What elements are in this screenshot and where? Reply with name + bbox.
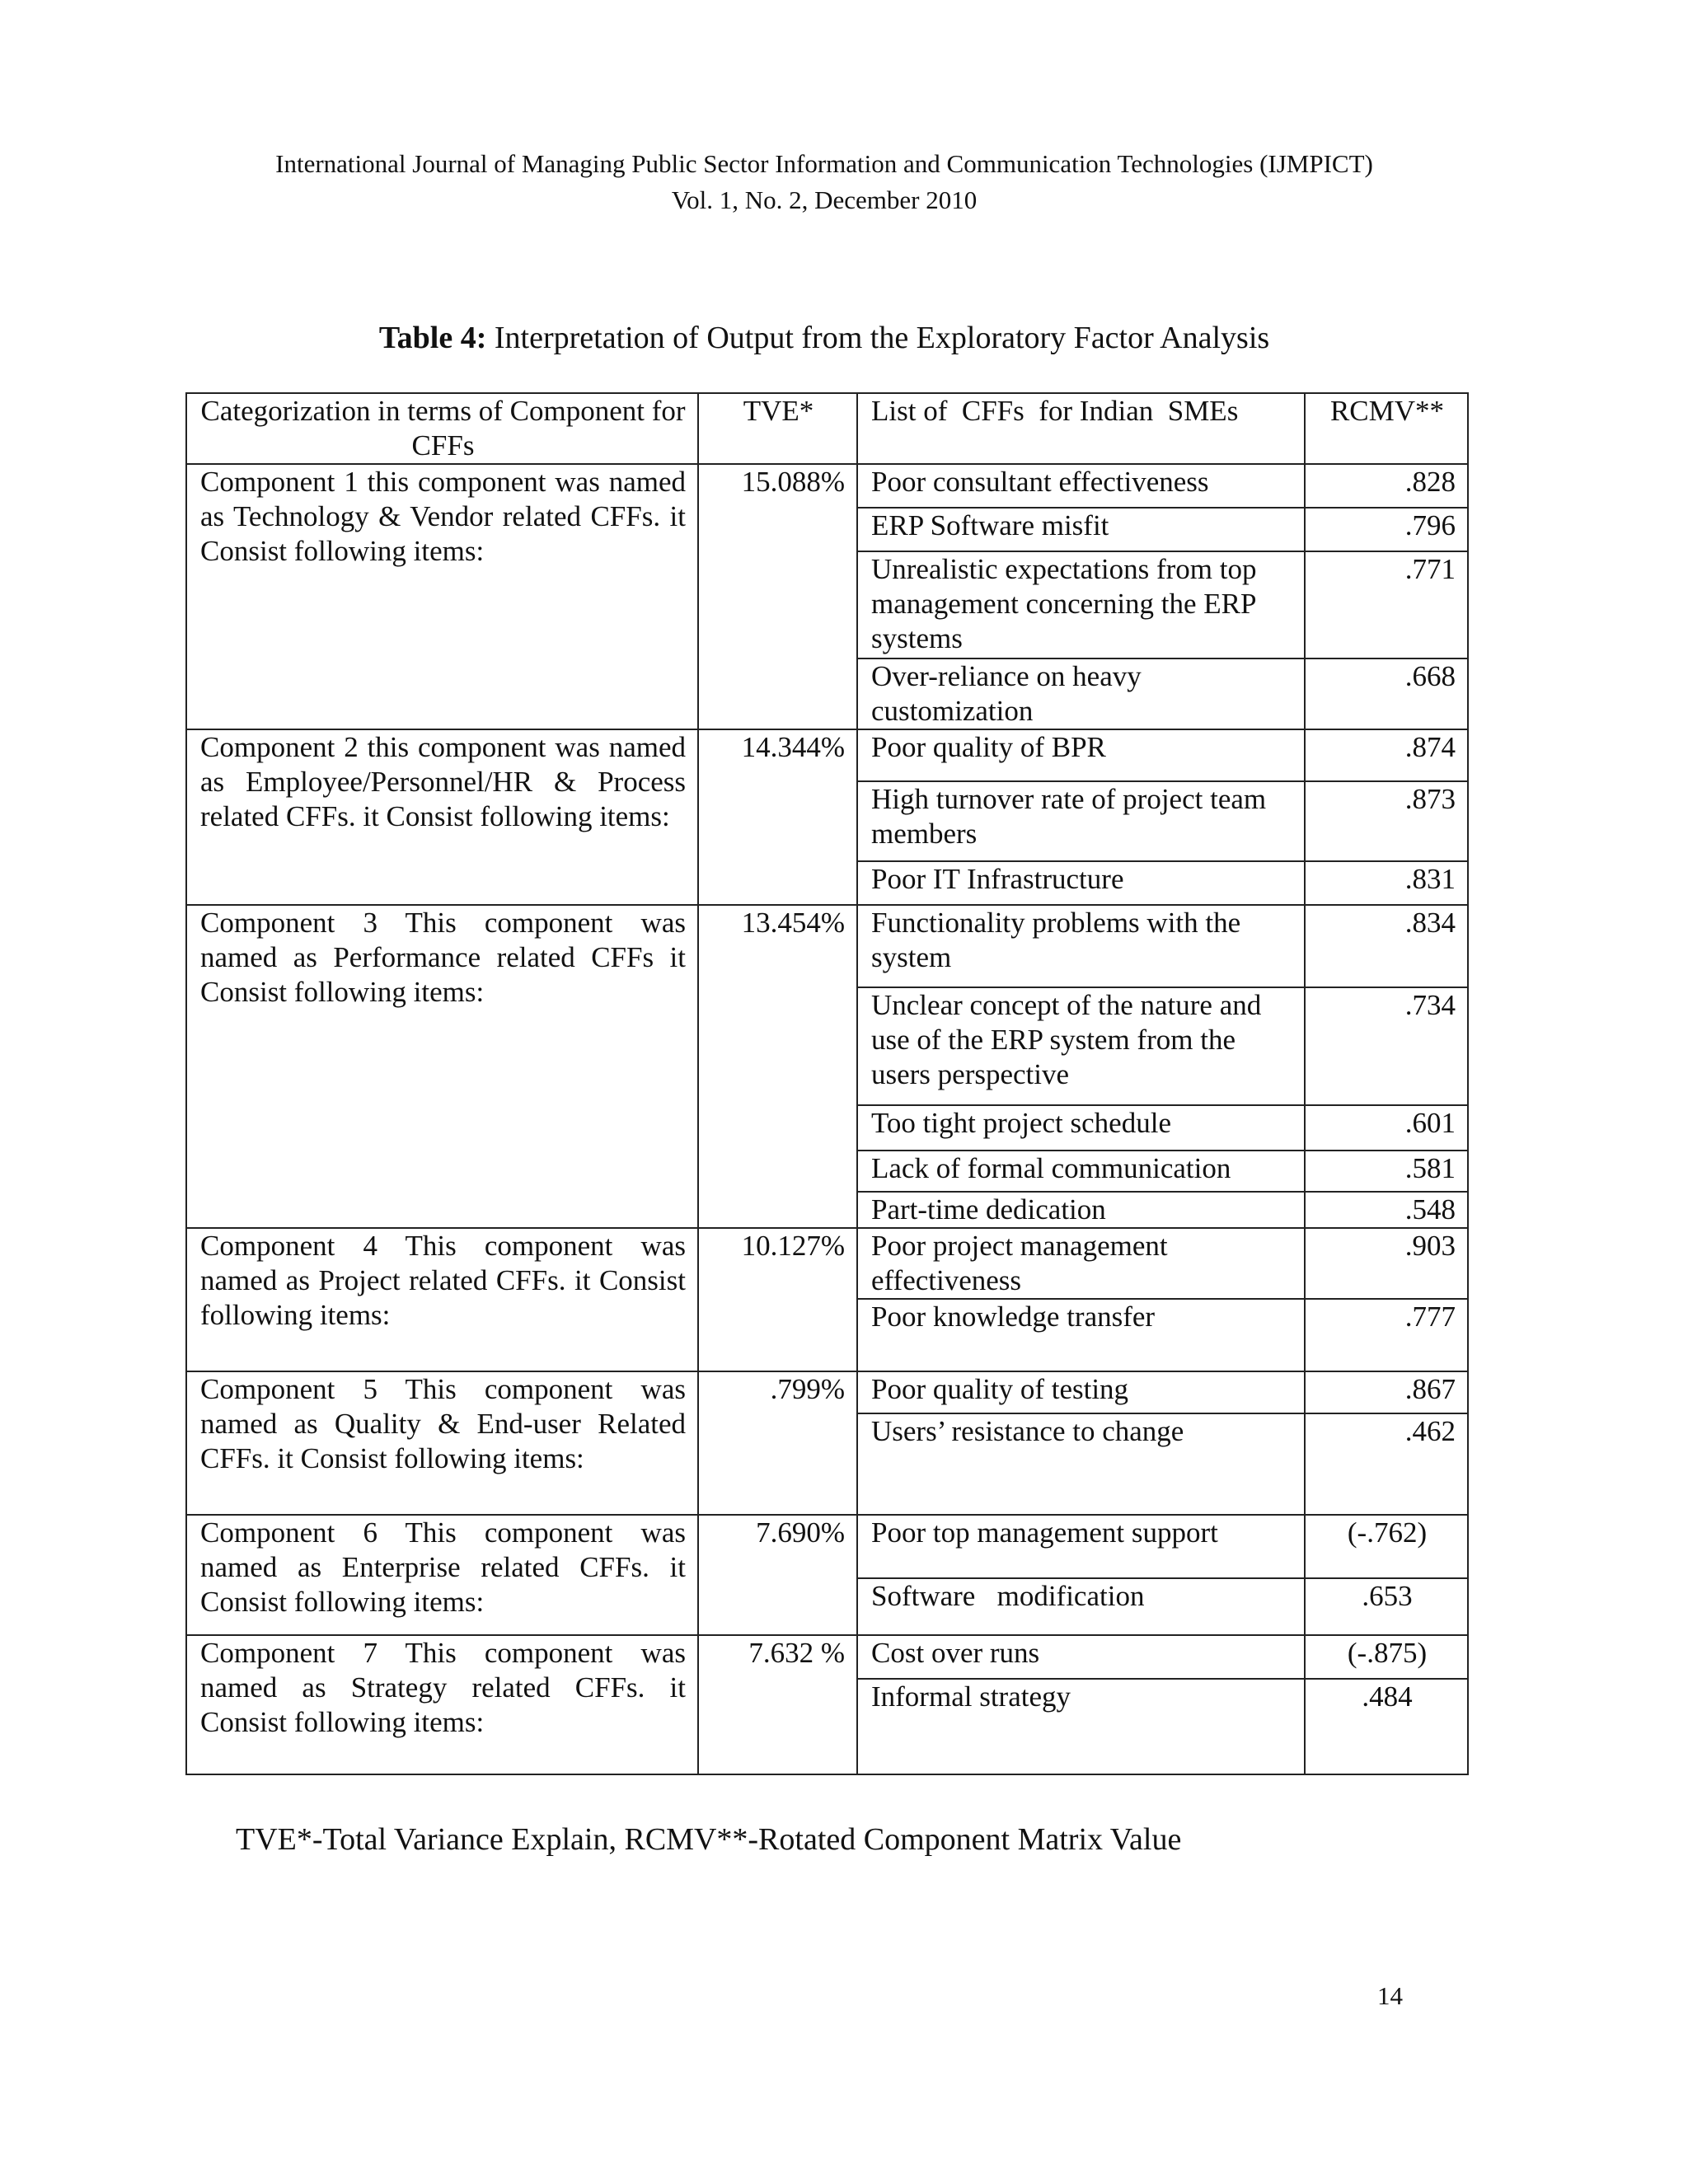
rcmv-value: .777 xyxy=(1305,1299,1468,1371)
component-description: Component 1 this component was named as Technology & Vendor related CFFs. it Consist following items: xyxy=(186,464,698,729)
rcmv-value: .548 xyxy=(1305,1192,1468,1228)
cff-item: Software modification xyxy=(857,1578,1305,1635)
factor-analysis-table xyxy=(185,392,1469,1775)
rcmv-value: .484 xyxy=(1305,1679,1468,1774)
cff-item: Unclear concept of the nature and use of the ERP system from the users perspective xyxy=(857,987,1305,1105)
header-component: Categorization in terms of Component for CFFs xyxy=(186,393,698,464)
cff-item: Poor IT Infrastructure xyxy=(857,861,1305,905)
cff-item: Unrealistic expectations from top management concerning the ERP systems xyxy=(857,551,1305,658)
table-footnote: TVE*-Total Variance Explain, RCMV**-Rotated Component Matrix Value xyxy=(236,1822,1182,1857)
cff-item: Functionality problems with the system xyxy=(857,905,1305,987)
component-tve: 7.632 % xyxy=(698,1635,857,1774)
rcmv-value: .834 xyxy=(1305,905,1468,987)
rcmv-value: (-.762) xyxy=(1305,1515,1468,1578)
rcmv-value: .462 xyxy=(1305,1413,1468,1515)
table-row xyxy=(186,464,1468,508)
cff-item: Poor top management support xyxy=(857,1515,1305,1578)
rcmv-value: .668 xyxy=(1305,658,1468,729)
rcmv-value: .653 xyxy=(1305,1578,1468,1635)
component-tve: .799% xyxy=(698,1371,857,1515)
component-description: Component 6 This component was named as Enterprise related CFFs. it Consist following items: xyxy=(186,1515,698,1635)
table-row xyxy=(186,1515,1468,1578)
rcmv-value: .581 xyxy=(1305,1151,1468,1192)
rcmv-value: .831 xyxy=(1305,861,1468,905)
header-rcmv: RCMV** xyxy=(1305,393,1468,464)
cff-item: Informal strategy xyxy=(857,1679,1305,1774)
rcmv-value: .903 xyxy=(1305,1228,1468,1299)
component-description: Component 4 This component was named as Project related CFFs. it Consist following items: xyxy=(186,1228,698,1371)
cff-item: Over-reliance on heavy customization xyxy=(857,658,1305,729)
rcmv-value: .601 xyxy=(1305,1105,1468,1151)
cff-item: Poor consultant effectiveness xyxy=(857,464,1305,508)
rcmv-value: .874 xyxy=(1305,729,1468,781)
rcmv-value: .873 xyxy=(1305,781,1468,861)
table-header-row xyxy=(186,393,1468,464)
table-row xyxy=(186,1228,1468,1299)
table-title xyxy=(0,320,1648,356)
page-number: 14 xyxy=(1377,1981,1403,2010)
component-description: Component 5 This component was named as Quality & End-user Related CFFs. it Consist following items: xyxy=(186,1371,698,1515)
cff-item: Too tight project schedule xyxy=(857,1105,1305,1151)
component-tve: 7.690% xyxy=(698,1515,857,1635)
table-title-label: Table 4: xyxy=(378,321,487,355)
component-description: Component 3 This component was named as Performance related CFFs it Consist following items: xyxy=(186,905,698,1228)
cff-item: Poor project management effectiveness xyxy=(857,1228,1305,1299)
cff-item: High turnover rate of project team members xyxy=(857,781,1305,861)
table-title-text: Interpretation of Output from the Exploratory Factor Analysis xyxy=(486,321,1270,355)
rcmv-value: .796 xyxy=(1305,508,1468,551)
component-description: Component 7 This component was named as Strategy related CFFs. it Consist following items: xyxy=(186,1635,698,1774)
cff-item: Poor quality of BPR xyxy=(857,729,1305,781)
component-tve: 10.127% xyxy=(698,1228,857,1371)
journal-issue: Vol. 1, No. 2, December 2010 xyxy=(671,185,978,214)
cff-item: ERP Software misfit xyxy=(857,508,1305,551)
cff-item: Users’ resistance to change xyxy=(857,1413,1305,1515)
rcmv-value: .771 xyxy=(1305,551,1468,658)
rcmv-value: .828 xyxy=(1305,464,1468,508)
header-tve: TVE* xyxy=(698,393,857,464)
rcmv-value: (-.875) xyxy=(1305,1635,1468,1679)
table-row xyxy=(186,1371,1468,1413)
cff-item: Poor quality of testing xyxy=(857,1371,1305,1413)
component-tve: 14.344% xyxy=(698,729,857,905)
component-description: Component 2 this component was named as Employee/Personnel/HR & Process related CFFs. it Consist following items: xyxy=(186,729,698,905)
journal-name: International Journal of Managing Public Sector Information and Communication Technologies (IJMPICT) xyxy=(275,149,1373,178)
cff-item: Poor knowledge transfer xyxy=(857,1299,1305,1371)
component-tve: 13.454% xyxy=(698,905,857,1228)
rcmv-value: .867 xyxy=(1305,1371,1468,1413)
cff-item: Part-time dedication xyxy=(857,1192,1305,1228)
rcmv-value: .734 xyxy=(1305,987,1468,1105)
header-cff-list: List of CFFs for Indian SMEs xyxy=(857,393,1305,464)
cff-item: Cost over runs xyxy=(857,1635,1305,1679)
table-row xyxy=(186,905,1468,987)
table-row xyxy=(186,1635,1468,1679)
cff-item: Lack of formal communication xyxy=(857,1151,1305,1192)
component-tve: 15.088% xyxy=(698,464,857,729)
table-row xyxy=(186,729,1468,781)
